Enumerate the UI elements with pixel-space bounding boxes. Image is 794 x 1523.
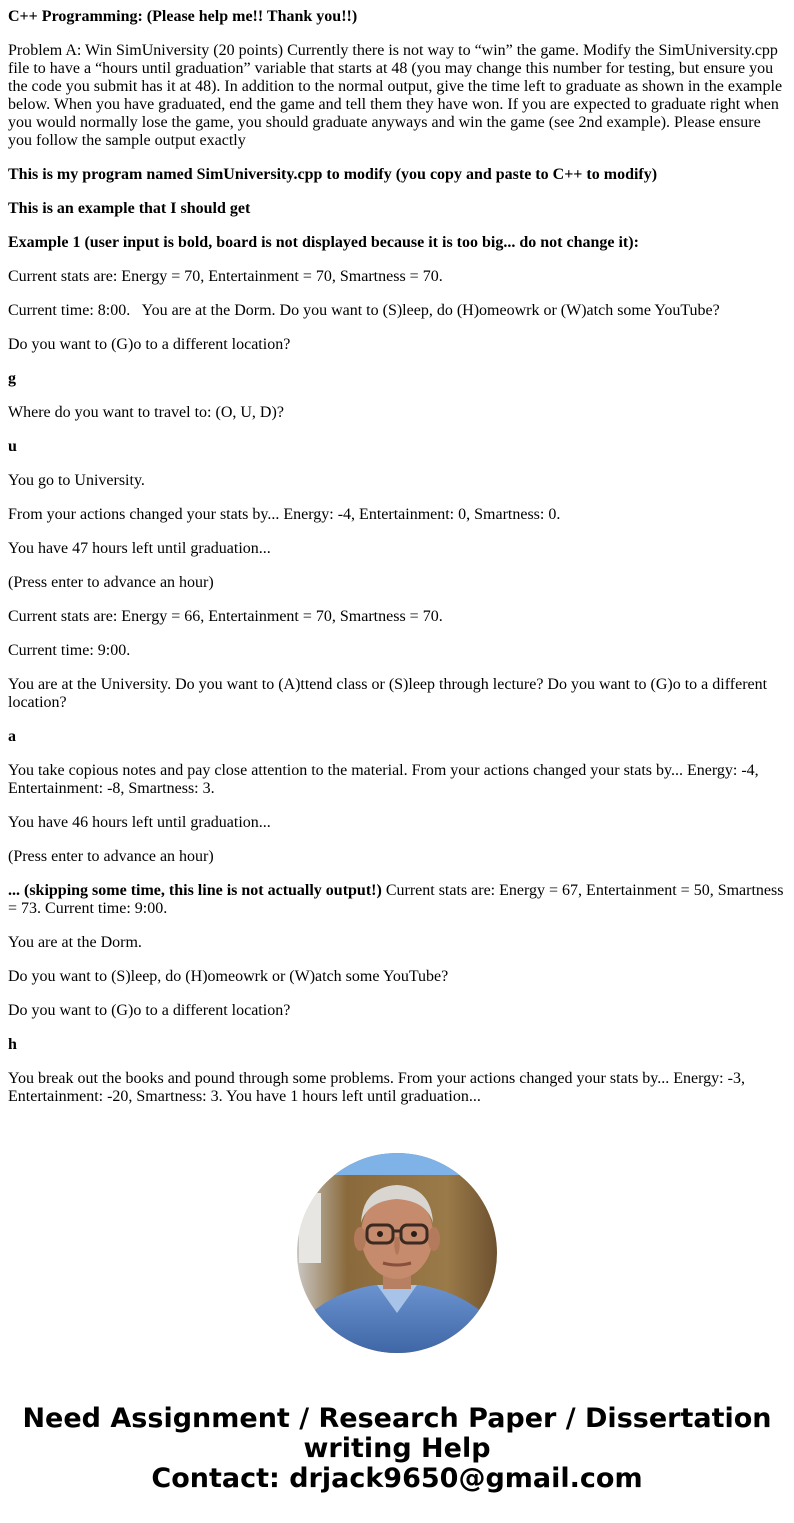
output-line: Current time: 8:00. You are at the Dorm. Do you want to (S)leep, do (H)omeowrk or (W)atch some YouTube? — [8, 302, 720, 319]
output-line: You have 47 hours left until graduation... — [8, 540, 271, 557]
output-line: (Press enter to advance an hour) — [8, 574, 214, 591]
output-line: You go to University. — [8, 472, 145, 489]
user-input: g — [8, 370, 16, 387]
skip-note: ... (skipping some time, this line is not actually output!) — [8, 882, 382, 899]
output-line: Do you want to (G)o to a different location? — [8, 1002, 291, 1019]
promo-line: Need Assignment / Research Paper / Dissertation — [22, 1403, 772, 1434]
output-line: You have 46 hours left until graduation... — [8, 814, 271, 831]
output-line: Current time: 9:00. — [8, 642, 131, 659]
promo-line: writing Help — [303, 1433, 491, 1464]
problem-statement: Problem A: Win SimUniversity (20 points) Currently there is not way to “win” the game. Modify the SimUniversity.cpp file to have a “hours until graduation” variable that starts at 48 (you may change this number for testing, but ensure you the code you submit has it at 48). In addition to the normal output, give the time left to graduate as shown in the example below. When you have graduated, end the game and tell them they have won. If you are expected to graduate right when you would normally lose the game, you should graduate anyways and win the game (see 2nd example). Please ensure you follow the sample output exactly — [8, 42, 783, 149]
output-line: You take copious notes and pay close attention to the material. From your actions changed your stats by... Energy: -4, Entertainment: -8, Smartness: 3. — [8, 762, 759, 797]
user-input: u — [8, 438, 17, 455]
output-line: (Press enter to advance an hour) — [8, 848, 214, 865]
output-line: You are at the University. Do you want to (A)ttend class or (S)leep through lecture? Do you want to (G)o to a different location? — [8, 676, 768, 711]
example-note: This is an example that I should get — [8, 200, 251, 217]
output-line: You break out the books and pound through some problems. From your actions changed your stats by... Energy: -3, Entertainment: -20, Smartness: 3. You have 1 hours left until graduation... — [8, 1070, 745, 1105]
user-input: a — [8, 728, 16, 745]
output-line: Current stats are: Energy = 70, Entertainment = 70, Smartness = 70. — [8, 268, 443, 285]
document-body — [8, 8, 786, 1122]
output-line: Current stats are: Energy = 66, Entertainment = 70, Smartness = 70. — [8, 608, 443, 625]
avatar-portrait — [297, 1153, 497, 1353]
page-title: C++ Programming: (Please help me!! Thank you!!) — [8, 8, 358, 25]
output-line: Do you want to (G)o to a different location? — [8, 336, 291, 353]
program-note: This is my program named SimUniversity.cpp to modify (you copy and paste to C++ to modify) — [8, 166, 658, 183]
output-line: Where do you want to travel to: (O, U, D)? — [8, 404, 284, 421]
example-heading: Example 1 (user input is bold, board is not displayed because it is too big... do not change it): — [8, 234, 639, 251]
contact-banner — [0, 1404, 794, 1494]
output-line: You are at the Dorm. — [8, 934, 142, 951]
output-line: From your actions changed your stats by... Energy: -4, Entertainment: 0, Smartness: 0. — [8, 506, 561, 523]
output-line — [8, 882, 786, 918]
user-input: h — [8, 1036, 17, 1053]
avatar — [297, 1153, 497, 1353]
output-line-rest: Current stats are: Energy = 67, Entertainment = 50, Smartness = 73. Current time: 9:00. — [8, 882, 784, 917]
contact-email: Contact: drjack9650@gmail.com — [151, 1463, 643, 1494]
output-line: Do you want to (S)leep, do (H)omeowrk or (W)atch some YouTube? — [8, 968, 449, 985]
